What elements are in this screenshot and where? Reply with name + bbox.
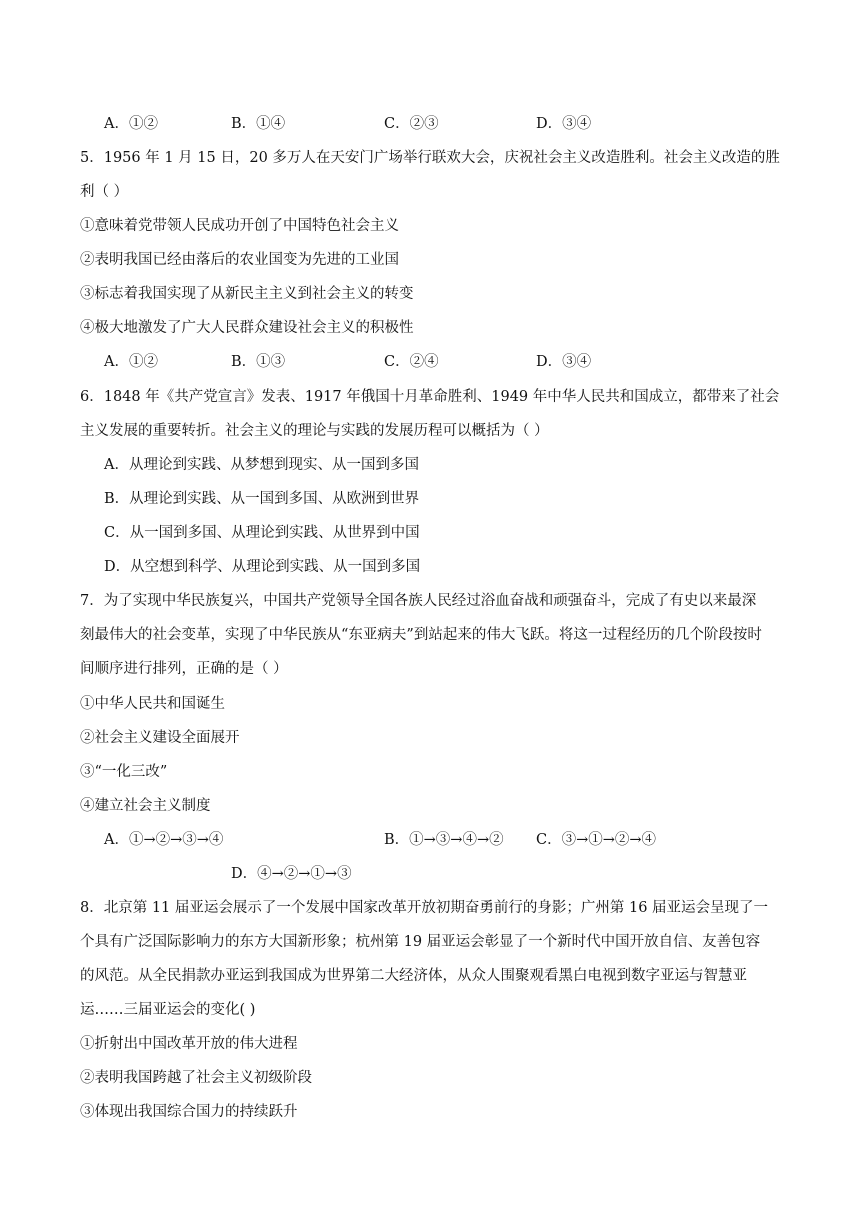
q6-option-a[interactable]: A．从理论到实践、从梦想到现实、从一国到多国: [104, 457, 419, 473]
q7-option-d[interactable]: D．④→②→①→③: [231, 866, 352, 882]
q7-item-1: ①中华人民共和国诞生: [80, 696, 225, 712]
q7-item-2: ②社会主义建设全面展开: [80, 730, 240, 746]
q5-item-2: ②表明我国已经由落后的农业国变为先进的工业国: [80, 252, 399, 268]
q5-option-d[interactable]: D．③④: [536, 354, 592, 370]
q5-item-3: ③标志着我国实现了从新民主主义到社会主义的转变: [80, 286, 414, 302]
q8-item-1: ①折射出中国改革开放的伟大进程: [80, 1036, 298, 1052]
q5-item-4: ④极大地激发了广大人民群众建设社会主义的积极性: [80, 320, 414, 336]
q6-option-c[interactable]: C．从一国到多国、从理论到实践、从世界到中国: [104, 525, 420, 541]
q8-stem-line3: 的风范。从全民捐款办亚运到我国成为世界第二大经济体，从众人围聚观看黑白电视到数字亚运与智慧亚: [80, 968, 747, 984]
q8-stem-line1: 8．北京第 11 届亚运会展示了一个发展中国家改革开放初期奋勇前行的身影；广州第 16 届亚运会呈现了一: [80, 900, 769, 916]
q5-option-a[interactable]: A．①②: [104, 354, 158, 370]
q7-item-4: ④建立社会主义制度: [80, 798, 211, 814]
q4-option-d[interactable]: D．③④: [536, 116, 592, 132]
q5-item-1: ①意味着党带领人民成功开创了中国特色社会主义: [80, 218, 399, 234]
q7-option-c[interactable]: C．③→①→②→④: [536, 832, 657, 848]
q7-option-a[interactable]: A．①→②→③→④: [104, 832, 224, 848]
q4-option-c[interactable]: C．②③: [384, 116, 439, 132]
q8-item-2: ②表明我国跨越了社会主义初级阶段: [80, 1070, 312, 1086]
q6-stem-line2: 主义发展的重要转折。社会主义的理论与实践的发展历程可以概括为（ ）: [80, 423, 549, 439]
q7-stem-line1: 7．为了实现中华民族复兴，中国共产党领导全国各族人民经过浴血奋战和顽强奋斗，完成了有史以来最深: [80, 593, 757, 609]
q8-stem-line4: 运……三届亚运会的变化( ): [80, 1002, 256, 1018]
q4-option-a[interactable]: A．①②: [104, 116, 158, 132]
q6-option-b[interactable]: B．从理论到实践、从一国到多国、从欧洲到世界: [104, 491, 420, 507]
q5-option-b[interactable]: B．①③: [231, 354, 286, 370]
q7-stem-line2: 刻最伟大的社会变革，实现了中华民族从“东亚病夫”到站起来的伟大飞跃。将这一过程经历的几个阶段按时: [80, 627, 762, 643]
q8-stem-line2: 个具有广泛国际影响力的东方大国新形象；杭州第 19 届亚运会彰显了一个新时代中国开放自信、友善包容: [80, 934, 761, 950]
q5-stem-line1: 5．1956 年 1 月 15 日，20 多万人在天安门广场举行联欢大会，庆祝社会主义改造胜利。社会主义改造的胜: [80, 150, 780, 166]
q7-stem-line3: 间顺序进行排列，正确的是（ ）: [80, 661, 288, 677]
q6-option-d[interactable]: D．从空想到科学、从理论到实践、从一国到多国: [104, 559, 421, 575]
q6-stem-line1: 6．1848 年《共产党宣言》发表、1917 年俄国十月革命胜利、1949 年中华人民共和国成立，都带来了社会: [80, 389, 780, 405]
q4-option-b[interactable]: B．①④: [231, 116, 286, 132]
q5-option-c[interactable]: C．②④: [384, 354, 439, 370]
q8-item-3: ③体现出我国综合国力的持续跃升: [80, 1104, 298, 1120]
q7-option-b[interactable]: B．①→③→④→②: [384, 832, 504, 848]
q7-item-3: ③“一化三改”: [80, 764, 168, 780]
q5-stem-line2: 利（ ）: [80, 184, 129, 200]
